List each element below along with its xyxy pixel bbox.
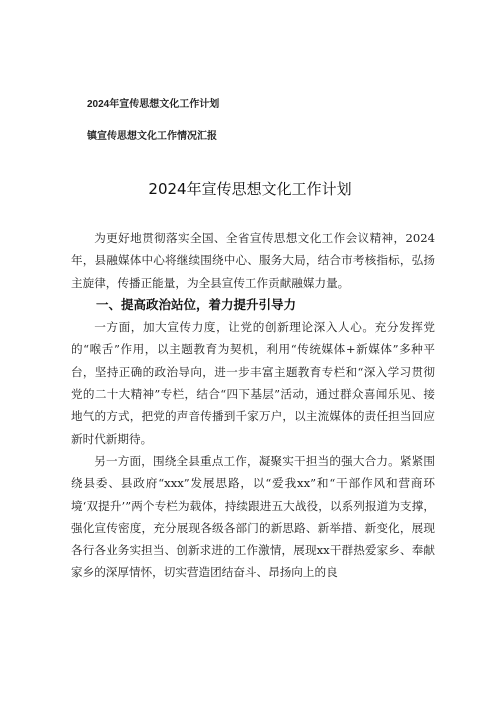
- document-body: [71, 227, 435, 584]
- paragraph-1: 一方面，加大宣传力度，让党的创新理论深入人心。充分发挥党的“喉舌”作用，以主题教育为契机，利用“传统媒体+新媒体”多种平台，坚持正确的政治导向，进一步丰富主题教育专栏和“深入学习贯彻党的二十大精神”专栏，结合“四下基层”活动，通过群众喜闻乐见、接地气的方式，把党的声音传播到千家万户，以主流媒体的责任担当回应新时代新期待。: [71, 320, 435, 446]
- document-title: 2024年宣传思想文化工作计划: [148, 180, 352, 198]
- intro-paragraph: 为更好地贯彻落实全国、全省宣传思想文化工作会议精神，2024年，县融媒体中心将继续围绕中心、服务大局，结合市考核指标，弘扬主旋律，传播正能量，为全县宣传工作贡献融媒力量。: [71, 231, 435, 290]
- toc-item-2[interactable]: 镇宣传思想文化工作情况汇报: [87, 131, 217, 142]
- section-heading-1: 一、提高政治站位，着力提升引导力: [96, 296, 297, 312]
- toc-item-1[interactable]: 2024年宣传思想文化工作计划: [87, 99, 220, 110]
- paragraph-2: 另一方面，围绕全县重点工作，凝聚实干担当的强大合力。紧紧围绕县委、县政府“xxx”发展思路，以“爱我xx”和“干部作风和营商环境‘双提升’”两个专栏为载体，持续跟进五大战役，以系列报道为支撑，强化宣传密度，充分展现各级各部门的新思路、新举措、新变化，展现各行各业务实担当、创新求进的工作激情，展现xx干群热爱家乡、奉献家乡的深厚情怀，切实营造团结奋斗、昂扬向上的良: [71, 453, 435, 580]
